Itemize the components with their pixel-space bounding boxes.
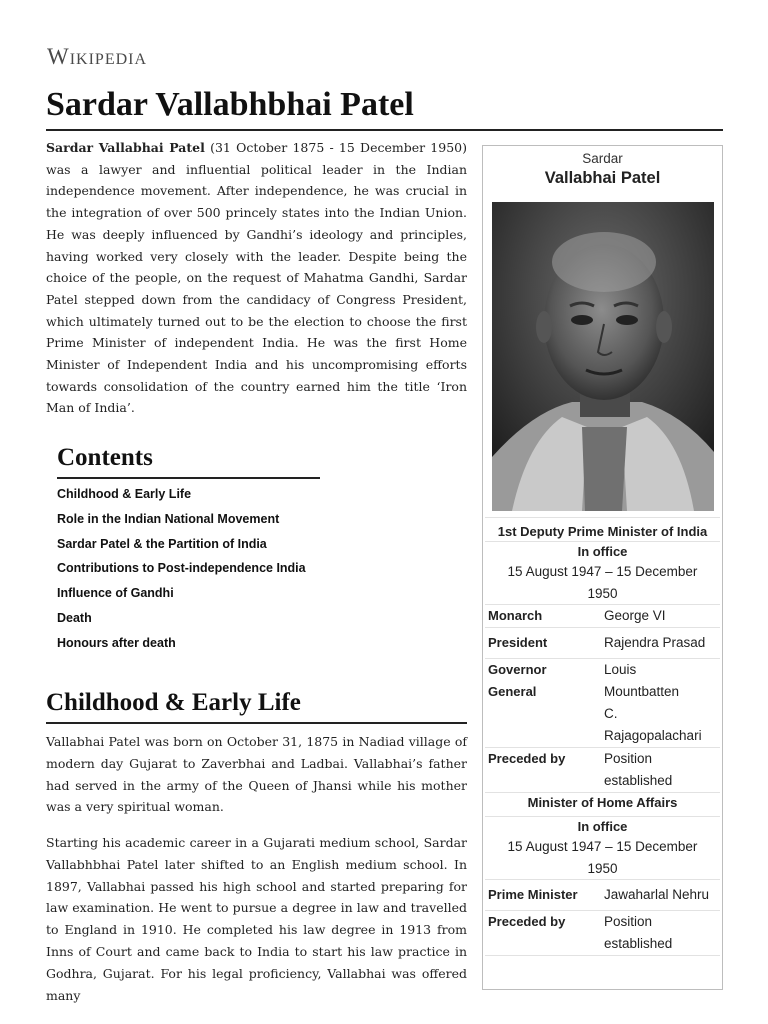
contents-divider (57, 477, 320, 479)
infobox-separator (485, 627, 720, 628)
row-value[interactable]: Rajendra Prasad (604, 635, 706, 650)
infobox-row-president (483, 632, 722, 654)
intro-paragraph (46, 137, 467, 419)
infobox-honorific: Sardar (582, 151, 623, 166)
intro-text: (31 October 1875 - 15 December 1950) was a lawyer and influential political leader in the Indian independence movement. After independence, he was crucial in the integration of over 500 princely states into the Indian Union. He was deeply influenced by Gandhi’s ideology and principles, having worked very closely with the leader. Despite being the choice of the people, on the request of Mahatma Gandhi, Sardar Patel stepped down from the candidacy of Congress President, which ultimately turned out to be the election to choose the first Prime Minister of independent India. He was the first Home Minister of Independent India and his uncompromising efforts towards consolidation of the country earned him the title ‘Iron Man of India’. (46, 140, 467, 416)
section-paragraph: Vallabhai Patel was born on October 31, 1875 in Nadiad village of modern day Gujarat to Zaverbhai and Ladbai. Vallabhai’s father had served in the army of the Queen of Jhansi while his mother was a very spiritual woman. (46, 734, 467, 815)
row-value-line: Mountbatten (604, 684, 680, 699)
office-dates (483, 561, 722, 604)
office-dates (483, 836, 722, 879)
row-label: Monarch (488, 608, 543, 623)
row-label: Prime Minister (488, 887, 578, 902)
in-office-label: In office (577, 544, 628, 559)
intro-subject: Sardar Vallabhai Patel (46, 140, 205, 155)
row-label: Preceded by (488, 914, 566, 929)
table-of-contents (57, 485, 306, 659)
office-title-deputy-pm[interactable]: 1st Deputy Prime Minister of India (497, 524, 708, 539)
row-label (488, 659, 604, 747)
section-heading-childhood: Childhood & Early Life (46, 689, 301, 716)
row-value-line: Position (604, 751, 653, 766)
row-value[interactable]: Jawaharlal Nehru (604, 887, 710, 902)
toc-item-honours[interactable]: Honours after death (57, 635, 176, 650)
wikipedia-logo[interactable]: Wikipedia (47, 44, 148, 69)
row-value (604, 748, 722, 792)
title-divider (46, 129, 723, 131)
toc-item-death[interactable]: Death (57, 610, 92, 625)
infobox (482, 145, 723, 990)
row-label-line: General (488, 684, 537, 699)
infobox-row-governor-general (483, 659, 722, 747)
infobox-row-preceded-by (483, 748, 722, 792)
page-title: Sardar Vallabhbhai Patel (46, 86, 414, 123)
row-value-line: established (604, 773, 673, 788)
row-value-line: C. (604, 706, 618, 721)
row-value-line: Position (604, 914, 653, 929)
portrait-image[interactable] (492, 202, 714, 511)
office-title-home-affairs[interactable]: Minister of Home Affairs (527, 795, 678, 810)
infobox-name: Vallabhai Patel (544, 169, 661, 187)
row-value (604, 911, 722, 955)
infobox-separator (485, 879, 720, 880)
toc-item-childhood[interactable]: Childhood & Early Life (57, 487, 192, 501)
office-dates-line: 1950 (587, 860, 618, 876)
office-dates-line: 1950 (587, 585, 618, 601)
section-divider (46, 722, 467, 724)
contents-heading: Contents (57, 444, 153, 471)
toc-item-national-movement[interactable]: Role in the Indian National Movement (57, 511, 280, 526)
infobox-row-monarch (483, 605, 722, 627)
infobox-row-preceded-by (483, 911, 722, 955)
row-value[interactable]: George VI (604, 608, 666, 623)
toc-item-influence-gandhi[interactable]: Influence of Gandhi (57, 586, 174, 601)
infobox-separator (485, 517, 720, 518)
infobox-row-prime-minister (483, 884, 722, 906)
toc-item-partition[interactable]: Sardar Patel & the Partition of India (57, 536, 267, 551)
row-value-line: established (604, 936, 673, 951)
office-dates-line: 15 August 1947 – 15 December (507, 839, 698, 854)
row-value-line: Rajagopalachari (604, 728, 702, 743)
in-office-label: In office (577, 819, 628, 834)
row-value-line: Louis (604, 662, 637, 677)
infobox-separator (485, 955, 720, 956)
row-label: President (488, 635, 548, 650)
row-label: Preceded by (488, 751, 566, 766)
row-label-line: Governor (488, 662, 547, 677)
section-paragraph: Starting his academic career in a Gujarati medium school, Sardar Vallabhbhai Patel later shifted to an English medium school. In 1897, Vallabhai passed his high school and started preparing for law examination. He went to pursue a degree in law and travelled to England in 1910. He completed his law degree in 1913 from Inns of Court and came back to India to start his law practice in Godhra, Gujarat. For his legal proficiency, Vallabhai was offered many (46, 835, 467, 1003)
office-dates-line: 15 August 1947 – 15 December (507, 564, 698, 579)
row-value[interactable] (604, 659, 722, 747)
toc-item-post-independence[interactable]: Contributions to Post-independence India (57, 561, 306, 576)
